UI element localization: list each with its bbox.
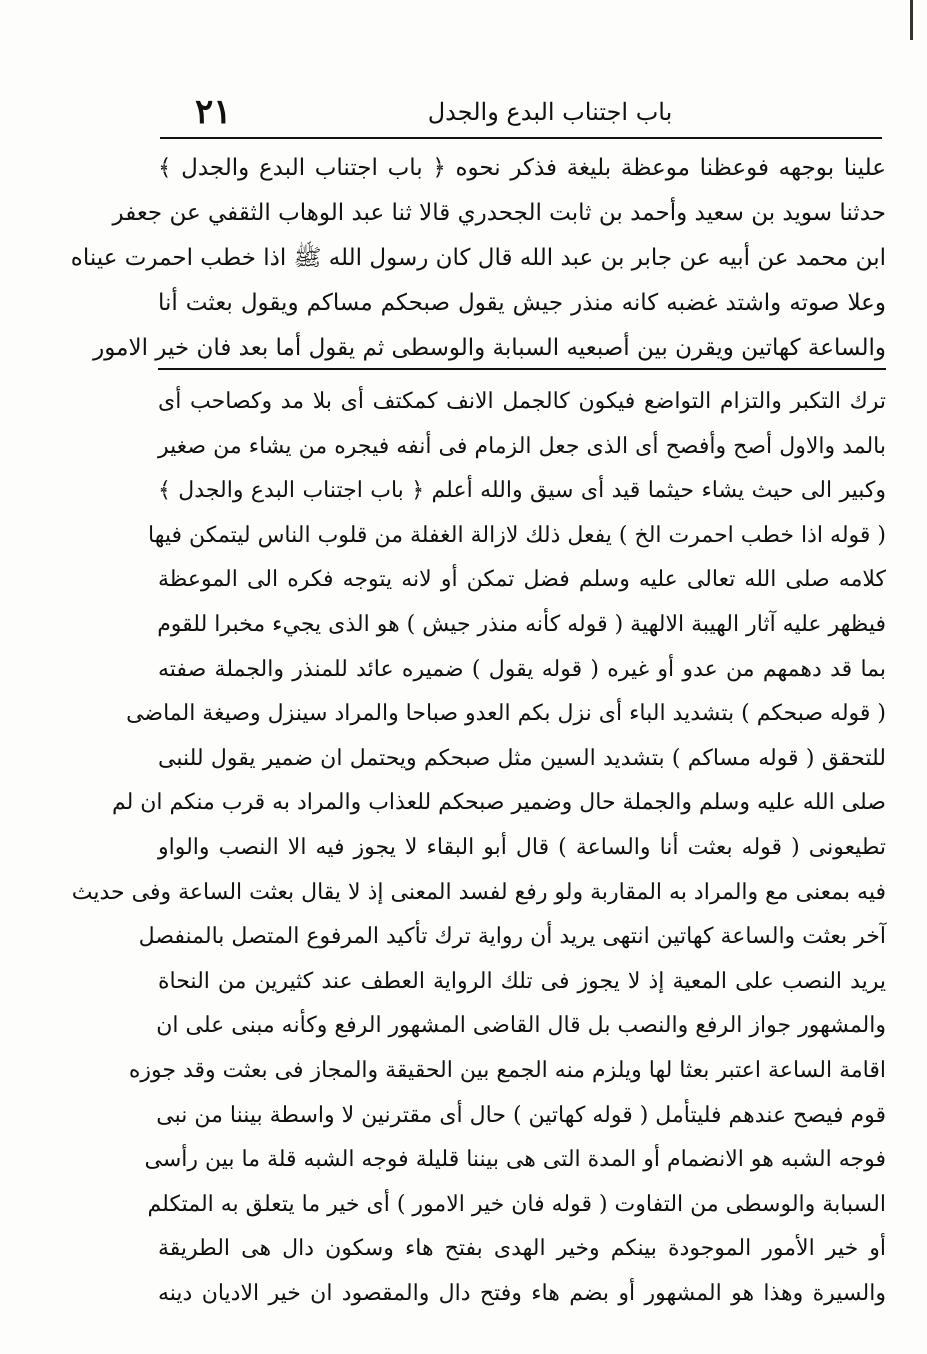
commentary-line: صلى الله عليه وسلم والجملة حال وضمير صبحكم للعذاب والمراد به قرب منكم ان لم bbox=[111, 790, 886, 816]
commentary-line: فيظهر عليه آثار الهيبة الالهية ( قوله كأنه منذر جيش ) هو الذى يجيء مخبرا للقوم bbox=[157, 611, 886, 637]
commentary-line: للتحقق ( قوله مساكم ) بتشديد السين مثل صبحكم ويحتمل ان ضمير يقول للنبى bbox=[158, 745, 886, 771]
commentary-line: كلامه صلى الله تعالى عليه وسلم فضل تمكن أو لانه يتوجه فكره الى الموعظة bbox=[158, 567, 886, 593]
hadith-line: علينا بوجهه فوعظنا موعظة بليغة فذكر نحوه ﴿ باب اجتناب البدع والجدل ﴾ bbox=[158, 155, 886, 181]
hadith-line: والساعة كهاتين ويقرن بين أصبعيه السبابة والوسطى ثم يقول أما بعد فان خير الامور bbox=[93, 335, 886, 361]
commentary-line: السبابة والوسطى من التفاوت ( قوله فان خير الامور ) أى خير ما يتعلق به المتكلم bbox=[147, 1191, 886, 1217]
commentary-line: بما قد دهمهم من عدو أو غيره ( قوله يقول ) ضميره عائد للمنذر والجملة صفته bbox=[158, 656, 886, 682]
page-edge-mark bbox=[910, 0, 913, 40]
page-number: ٢١ bbox=[195, 92, 232, 132]
commentary-line: ترك التكبر والتزام التواضع فيكون كالجمل الانف كمكتف أى بلا مد وكصاحب أى bbox=[158, 389, 886, 414]
page-header bbox=[160, 92, 880, 132]
commentary-line: اقامة الساعة اعتبر بعثا لها ويلزم منه الجمع بين الحقيقة والمجاز فى بعثت وقد جوزه bbox=[128, 1057, 886, 1083]
commentary-line: أو خير الأمور الموجودة بينكم وخير الهدى بفتح هاء وسكون دال هى الطريقة bbox=[158, 1236, 886, 1262]
commentary-text bbox=[71, 380, 886, 1316]
hadith-line: وعلا صوته واشتد غضبه كانه منذر جيش يقول صبحكم مساكم ويقول بعثت أنا bbox=[158, 290, 886, 316]
commentary-line: والسيرة وهذا هو المشهور أو بضم هاء وفتح دال والمقصود ان خير الاديان دينه bbox=[158, 1280, 886, 1306]
hadith-text bbox=[70, 146, 886, 371]
running-title: باب اجتناب البدع والجدل bbox=[427, 98, 673, 126]
section-divider bbox=[158, 368, 886, 370]
commentary-line: فيه بمعنى مع والمراد به المقاربة ولو رفع لفسد المعنى إذ لا يقال بعثت الساعة وفى حديث bbox=[71, 879, 886, 905]
commentary-line: بالمد والاول أصح وأفصح أى الذى جعل الزمام فى أنفه فيجره من يشاء من صغير bbox=[158, 433, 886, 459]
commentary-line: والمشهور جواز الرفع والنصب بل قال القاضى المشهور الرفع وكأنه مبنى على ان bbox=[156, 1013, 886, 1039]
commentary-line: فوجه الشبه هو الانضمام أو المدة التى هى بيننا قليلة فوجه الشبه قلة ما بين رأسى bbox=[144, 1147, 886, 1173]
commentary-line: وكبير الى حيث يشاء حيثما قيد أى سيق والله أعلم ﴿ باب اجتناب البدع والجدل ﴾ bbox=[158, 478, 886, 504]
commentary-line: تطيعونى ( قوله بعثت أنا والساعة ) قال أبو البقاء لا يجوز فيه الا النصب والواو bbox=[158, 834, 886, 860]
hadith-line: حدثنا سويد بن سعيد وأحمد بن ثابت الجحدري قالا ثنا عبد الوهاب الثقفي عن جعفر bbox=[112, 200, 886, 226]
commentary-line: يريد النصب على المعية إذ لا يجوز فى تلك الرواية العطف عند كثيرين من النحاة bbox=[158, 968, 886, 994]
header-rule bbox=[160, 137, 882, 139]
hadith-line: ابن محمد عن أبيه عن جابر بن عبد الله قال كان رسول الله ﷺ اذا خطب احمرت عيناه bbox=[70, 245, 886, 271]
commentary-line: ( قوله صبحكم ) بتشديد الباء أى نزل بكم العدو صباحا والمراد سينزل وصيغة الماضى bbox=[126, 701, 886, 727]
commentary-line: قوم فيصح عندهم فليتأمل ( قوله كهاتين ) حال أى مقترنين لا واسطة بيننا من نبى bbox=[156, 1102, 886, 1128]
commentary-line: ( قوله اذا خطب احمرت الخ ) يفعل ذلك لازالة الغفلة من قلوب الناس ليتمكن فيها bbox=[147, 522, 886, 548]
commentary-line: آخر بعثت والساعة كهاتين انتهى يريد أن رواية ترك تأكيد المرفوع المتصل بالمنفصل bbox=[138, 924, 886, 950]
